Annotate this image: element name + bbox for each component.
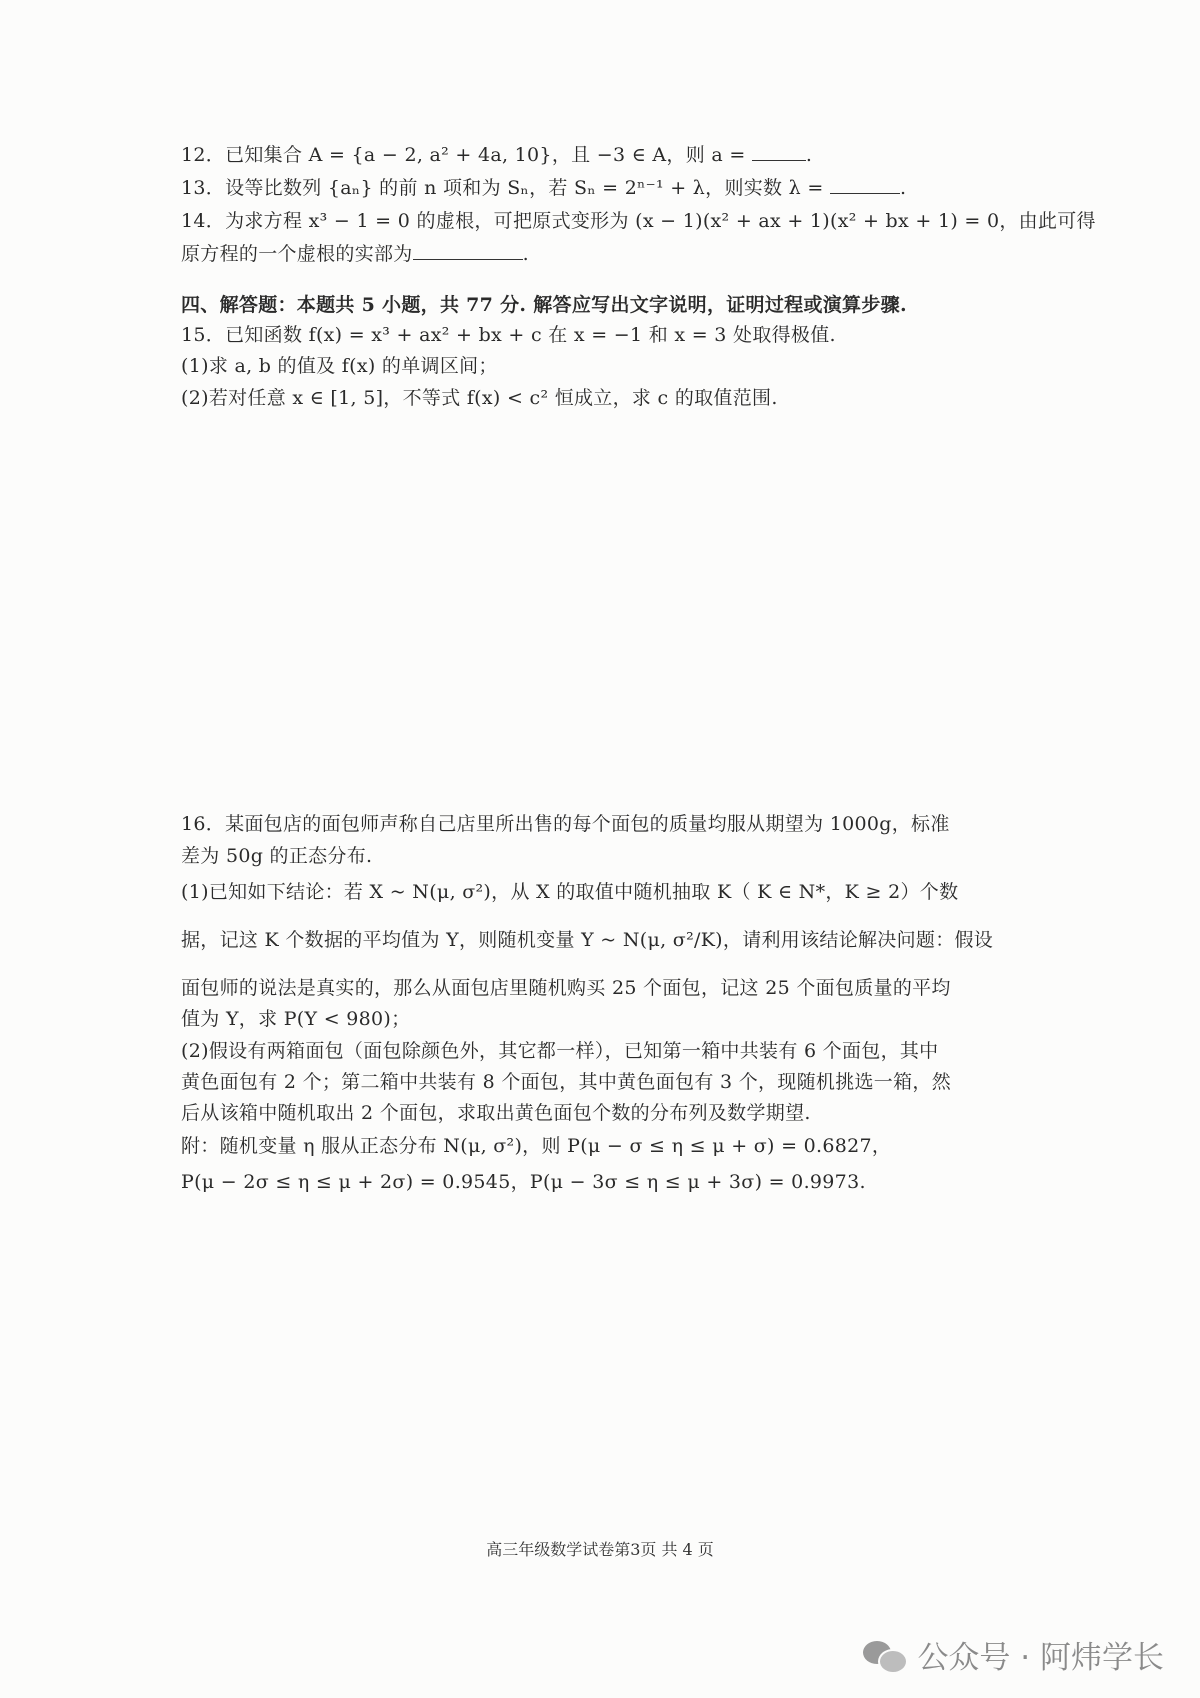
question-14-end: . bbox=[522, 243, 529, 265]
question-16-line-7: (2)假设有两箱面包（面包除颜色外，其它都一样），已知第一箱中共装有 6 个面包，其中 bbox=[181, 1040, 939, 1062]
question-14-text: 原方程的一个虚根的实部为 bbox=[181, 243, 413, 265]
question-16-line-11: P(μ − 2σ ≤ η ≤ μ + 2σ) = 0.9545，P(μ − 3σ ≤ η ≤ μ + 3σ) = 0.9973. bbox=[181, 1171, 866, 1193]
wechat-icon bbox=[863, 1637, 907, 1673]
question-16-line-3: (1)已知如下结论：若 X ~ N(μ, σ²)，从 X 的取值中随机抽取 K（ K ∈ N*，K ≥ 2）个数 bbox=[181, 881, 959, 903]
answer-blank-13 bbox=[830, 173, 900, 194]
watermark-text: 公众号 · 阿炜学长 bbox=[917, 1640, 1164, 1676]
question-15-part-2: (2)若对任意 x ∈ [1, 5]，不等式 f(x) < c² 恒成立，求 c 的取值范围. bbox=[181, 387, 778, 409]
question-16-line-6: 值为 Y，求 P(Y < 980)； bbox=[181, 1008, 411, 1030]
page-footer: 高三年级数学试卷第3页 共 4 页 bbox=[486, 1540, 714, 1559]
question-14-line-2 bbox=[181, 238, 1021, 270]
question-16-line-8: 黄色面包有 2 个；第二箱中共装有 8 个面包，其中黄色面包有 3 个，现随机挑选一箱，然 bbox=[181, 1071, 952, 1093]
question-15-part-1: (1)求 a, b 的值及 f(x) 的单调区间； bbox=[181, 355, 498, 377]
question-16-line-2: 差为 50g 的正态分布. bbox=[181, 845, 373, 867]
question-15-stem: 15．已知函数 f(x) = x³ + ax² + bx + c 在 x = −1 和 x = 3 处取得极值. bbox=[181, 324, 836, 346]
question-13-end: . bbox=[899, 177, 907, 199]
question-13-text: 13．设等比数列 {aₙ} 的前 n 项和为 Sₙ，若 Sₙ = 2ⁿ⁻¹ + λ，则实数 λ = bbox=[181, 177, 824, 199]
question-12 bbox=[181, 139, 1021, 171]
question-13 bbox=[181, 172, 1021, 204]
question-16-line-5: 面包师的说法是真实的，那么从面包店里随机购买 25 个面包，记这 25 个面包质量的平均 bbox=[181, 977, 951, 999]
question-12-end: . bbox=[805, 144, 813, 166]
question-16-line-10: 附：随机变量 η 服从正态分布 N(μ, σ²)，则 P(μ − σ ≤ η ≤ μ + σ) = 0.6827， bbox=[181, 1135, 892, 1157]
question-16-line-4: 据，记这 K 个数据的平均值为 Y，则随机变量 Y ~ N(μ, σ²/K)，请利用该结论解决问题：假设 bbox=[181, 929, 994, 951]
question-14-line-1: 14．为求方程 x³ − 1 = 0 的虚根，可把原式变形为 (x − 1)(x² + ax + 1)(x² + bx + 1) = 0，由此可得 bbox=[181, 210, 1096, 232]
question-16-line-1: 16．某面包店的面包师声称自己店里所出售的每个面包的质量均服从期望为 1000g，标准 bbox=[181, 813, 950, 835]
watermark bbox=[863, 1632, 1164, 1677]
section-heading: 四、解答题：本题共 5 小题，共 77 分. 解答应写出文字说明，证明过程或演算步骤. bbox=[181, 294, 907, 316]
question-12-text: 12．已知集合 A = {a − 2, a² + 4a, 10}，且 −3 ∈ A，则 a = bbox=[181, 144, 746, 166]
answer-blank-14 bbox=[413, 239, 523, 260]
question-16-line-9: 后从该箱中随机取出 2 个面包，求取出黄色面包个数的分布列及数学期望. bbox=[181, 1102, 811, 1124]
answer-blank-12 bbox=[752, 140, 806, 161]
